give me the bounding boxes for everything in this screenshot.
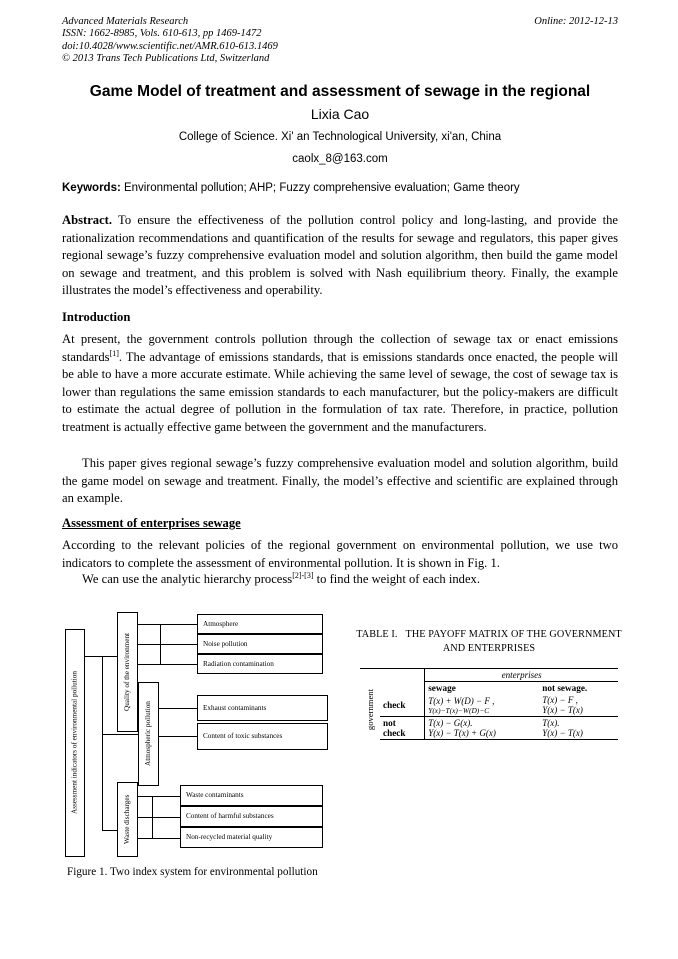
payoff-matrix-table <box>360 668 618 740</box>
diagram-branch-label-0: Quality of the environment <box>123 632 131 712</box>
cell-not-check-sewage <box>425 717 540 740</box>
diagram-connector-root-0 <box>102 656 117 657</box>
diagram-root-box <box>65 629 85 857</box>
diagram-connector-2-1 <box>138 817 180 818</box>
figure-1-diagram <box>62 612 337 857</box>
cell-check-not-sewage <box>539 694 618 717</box>
figure-1-caption: Figure 1. Two index system for environmental pollution <box>67 866 318 878</box>
cell-check-sewage-line1: T(x) + W(D) − F , <box>428 695 495 706</box>
diagram-leaf-box-0-0 <box>197 614 323 634</box>
row-label-not-check <box>380 717 425 740</box>
diagram-connector-root-2 <box>102 830 117 831</box>
government-group-header-cell <box>360 682 380 740</box>
table-bottom-rule-row <box>360 739 618 740</box>
journal-issn: ISSN: 1662-8985, Vols. 610-613, pp 1469-1472 <box>62 28 262 40</box>
cell-not-check-not-sewage <box>539 717 618 740</box>
cell-not-check-not-sewage-line2: Y(x) − T(x) <box>542 728 583 738</box>
table-1-title: THE PAYOFF MATRIX OF THE GOVERNMENT AND ENTERPRISES <box>405 629 622 654</box>
citation-1: [1] <box>109 348 119 358</box>
diagram-connector-1-1 <box>159 736 197 737</box>
row-label-not-check-line1: not <box>383 718 396 728</box>
journal-header <box>62 16 618 66</box>
diagram-leaf-box-0-1 <box>197 634 323 654</box>
diagram-leaf-box-2-2 <box>180 827 323 848</box>
diagram-leaf-box-2-1 <box>180 806 323 827</box>
diagram-leaf-box-0-2 <box>197 654 323 674</box>
diagram-connector-2-0 <box>138 796 180 797</box>
enterprises-group-header: enterprises <box>425 669 618 682</box>
diagram-leaf-label-2-0: Waste contaminants <box>186 791 244 799</box>
diagram-connector-1-0 <box>159 708 197 709</box>
diagram-leaf-label-0-2: Radiation contamination <box>203 659 274 668</box>
heading-introduction: Introduction <box>62 310 131 324</box>
abstract-label: Abstract. <box>62 213 113 227</box>
row-label-not-check-line2: check <box>383 728 406 738</box>
table-row <box>360 694 618 717</box>
diagram-branch-label-2: Waste discharges <box>123 794 131 845</box>
intro-p1-part2: . The advantage of emissions standards, that is emissions standards once enacted, the people will be able to have a more accurate estimate. While achieving the same level of sewage, the cost of sewage tax is lower than regulations the same emission standards to each manufacturer, but the policy-makers are difficult to estimate the actual degree of pollution in the formulation of tax rate. Therefore, in practice, pollution treatment is actually effective game between the government and the manufacturers. <box>62 349 618 434</box>
diagram-connector-0-1 <box>138 644 197 645</box>
cell-not-check-not-sewage-line1: T(x). <box>542 718 560 728</box>
abstract-block <box>62 212 618 300</box>
diagram-connector-0-2 <box>138 664 197 665</box>
col-header-not-sewage: not sewage. <box>542 683 588 693</box>
citation-2-3: [2]-[3] <box>292 570 314 580</box>
diagram-leaf-label-1-1: Content of toxic substances <box>203 732 283 740</box>
diagram-root-label: Assessment indicators of environmental pollution <box>70 671 79 815</box>
diagram-root-spine <box>102 656 103 830</box>
journal-name: Advanced Materials Research <box>62 16 189 27</box>
assessment-p2-part1: We can use the analytic hierarchy process <box>82 572 293 586</box>
diagram-branch-box-0 <box>117 612 138 732</box>
diagram-leaf-label-1-0: Exhaust contaminants <box>203 703 267 712</box>
cell-check-not-sewage-line2: Y(x) − T(x) <box>542 705 583 715</box>
diagram-leaf-box-1-1 <box>197 723 328 750</box>
diagram-leaf-label-0-1: Noise pollution <box>203 639 248 648</box>
diagram-leaf-box-1-0 <box>197 695 328 721</box>
abstract-text: To ensure the effectiveness of the pollution control policy and long-lasting, and provide the rationalization recommendations and quantification of the results for sewage and regulators, this paper gives regional sewage’s fuzzy comprehensive evaluation model and solution algorithm, then build the game model on sewage and treatment, and this problem is solved with Nash equilibrium theory. Finally, the example illustrates the model’s effectiveness and operability. <box>62 213 618 298</box>
diagram-leaf-label-2-1: Content of harmful substances <box>186 812 274 820</box>
cell-check-sewage-line2: Y(x)−T(x)−W(D)−C <box>428 705 490 715</box>
online-date: Online: 2012-12-13 <box>534 16 618 27</box>
table-row-col-headers <box>360 682 618 695</box>
diagram-connector-0-0 <box>138 624 197 625</box>
row-label-check: check <box>383 700 406 710</box>
diagram-leaf-label-2-2: Non-recycled material quality <box>186 833 273 841</box>
government-group-header: government <box>365 688 375 731</box>
diagram-leaf-label-0-0: Atmosphere <box>203 619 239 628</box>
author-affiliation: College of Science. Xi' an Technological University, xi'an, China <box>178 131 502 143</box>
cell-not-check-sewage-line1: T(x) − G(x). <box>428 718 473 728</box>
diagram-branch-label-1: Atmospheric pollution <box>144 701 152 767</box>
intro-p1-part1: At present, the government controls pollution through the collection of sewage tax or enact emissions standards <box>62 332 618 364</box>
heading-assessment: Assessment of enterprises sewage <box>62 516 241 530</box>
cell-check-sewage <box>425 694 540 717</box>
keywords-values: Environmental pollution; AHP; Fuzzy comprehensive evaluation; Game theory <box>120 182 520 194</box>
diagram-branch-box-2 <box>117 782 138 857</box>
diagram-root-stub-0 <box>85 656 102 657</box>
author-email: caolx_8@163.com <box>292 153 388 165</box>
diagram-connector-root-1 <box>102 734 138 735</box>
col-header-sewage: sewage <box>425 682 540 695</box>
journal-copyright: © 2013 Trans Tech Publications Ltd, Switzerland <box>62 53 270 65</box>
intro-paragraph-1 <box>62 331 618 437</box>
keywords-line <box>62 182 618 194</box>
table-1-number: TABLE I. <box>356 629 398 640</box>
journal-doi: doi:10.4028/www.scientific.net/AMR.610-613.1469 <box>62 40 278 52</box>
cell-check-not-sewage-line1: T(x) − F , <box>542 695 578 705</box>
table-1-caption <box>355 628 623 656</box>
assessment-p2-part2: to find the weight of each index. <box>313 572 480 586</box>
diagram-branch-box-1 <box>138 682 159 786</box>
page-title: Game Model of treatment and assessment of sewage in the regional <box>89 83 591 100</box>
assessment-paragraph-1: According to the relevant policies of the regional government on environmental pollution, we use two indicators to complete the assessment of environmental pollution. It is shown in Fig. 1. <box>62 538 618 570</box>
cell-not-check-sewage-line2: Y(x) − T(x) + G(x) <box>428 728 496 738</box>
assessment-paragraph-2 <box>62 571 618 589</box>
table-1-wrapper <box>355 628 623 738</box>
diagram-connector-2-2 <box>138 838 180 839</box>
table-row <box>360 717 618 740</box>
author-name: Lixia Cao <box>310 106 370 122</box>
table-row-group-header <box>360 669 618 682</box>
keywords-label: Keywords: <box>62 182 121 194</box>
intro-paragraph-2: This paper gives regional sewage’s fuzzy comprehensive evaluation model and solution algorithm, build the game model on sewage and treatment. Finally, the model’s effective and scientific are explained through an example. <box>62 456 618 506</box>
diagram-leaf-box-2-0 <box>180 785 323 806</box>
